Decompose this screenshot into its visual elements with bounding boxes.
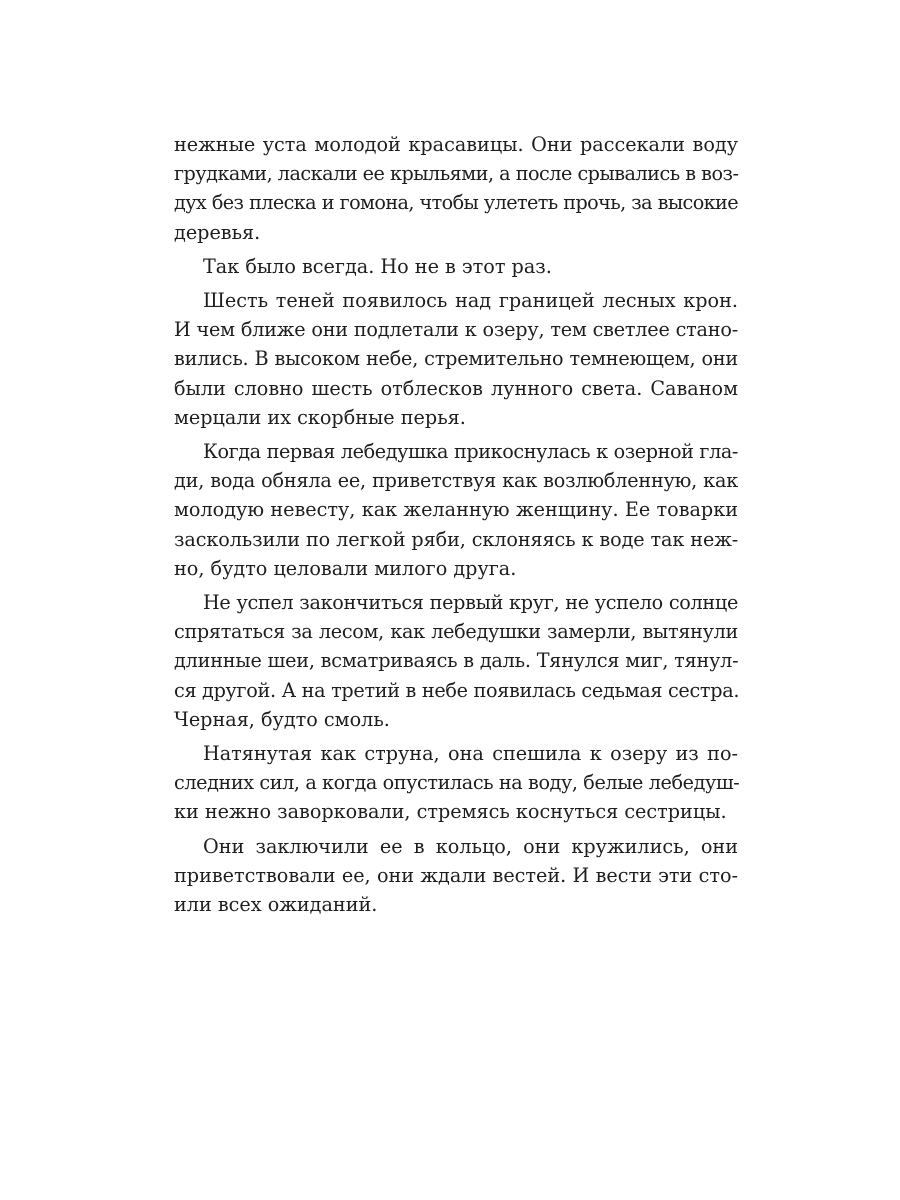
body-text [174, 130, 738, 924]
text-line: И чем ближе они подлетали к озеру, тем светлее стано- [174, 318, 738, 342]
paragraph [174, 252, 738, 281]
text-line: мерцали их скорбные перья. [174, 405, 466, 429]
text-line: ди, вода обняла ее, приветствуя как возлюбленную, как [174, 469, 738, 493]
text-line: спрятаться за лесом, как лебедушки замерли, вытянули [174, 620, 738, 644]
text-line: ки нежно заворковали, стремясь коснуться сестрицы. [174, 800, 727, 824]
text-line: заскользили по легкой ряби, склоняясь к воде так неж- [174, 527, 739, 551]
paragraph [174, 739, 738, 827]
paragraph [174, 437, 738, 583]
text-line: следних сил, а когда опустилась на воду, белые лебедуш- [174, 771, 740, 795]
text-line: Когда первая лебедушка прикоснулась к озерной гла- [203, 440, 738, 464]
paragraph [174, 588, 738, 734]
paragraph [174, 832, 738, 920]
text-line: были словно шесть отблесков лунного света. Саваном [174, 376, 738, 400]
text-line: длинные шеи, всматриваясь в даль. Тянулся миг, тянул- [174, 649, 739, 673]
text-line: но, будто целовали милого друга. [174, 556, 517, 580]
text-line: грудками, ласкали ее крыльями, а после срывались в воз- [174, 162, 739, 186]
text-line: приветствовали ее, они ждали вестей. И вести эти сто- [174, 863, 738, 887]
text-line: нежные уста молодой красавицы. Они рассекали воду [174, 133, 738, 156]
text-line: ся другой. А на третий в небе появилась седьмая сестра. [174, 678, 740, 702]
text-line: вились. В высоком небе, стремительно темнеющем, они [174, 347, 738, 371]
paragraph [174, 286, 738, 432]
text-line: деревья. [174, 220, 261, 244]
text-line: дух без плеска и гомона, чтобы улететь прочь, за высокие [174, 191, 738, 215]
text-line: Так было всегда. Но не в этот раз. [203, 254, 552, 278]
text-line: Натянутая как струна, она спешила к озеру из по- [203, 742, 738, 766]
paragraph [174, 130, 738, 247]
text-line: или всех ожиданий. [174, 893, 378, 917]
text-line: молодую невесту, как желанную женщину. Ее товарки [174, 498, 738, 522]
text-line: Они заключили ее в кольцо, они кружились, они [203, 834, 738, 858]
text-line: Черная, будто смоль. [174, 707, 390, 731]
text-line: Шесть теней появилось над границей лесных крон. [203, 289, 738, 313]
text-line: Не успел закончиться первый круг, не успело солнце [203, 591, 738, 615]
